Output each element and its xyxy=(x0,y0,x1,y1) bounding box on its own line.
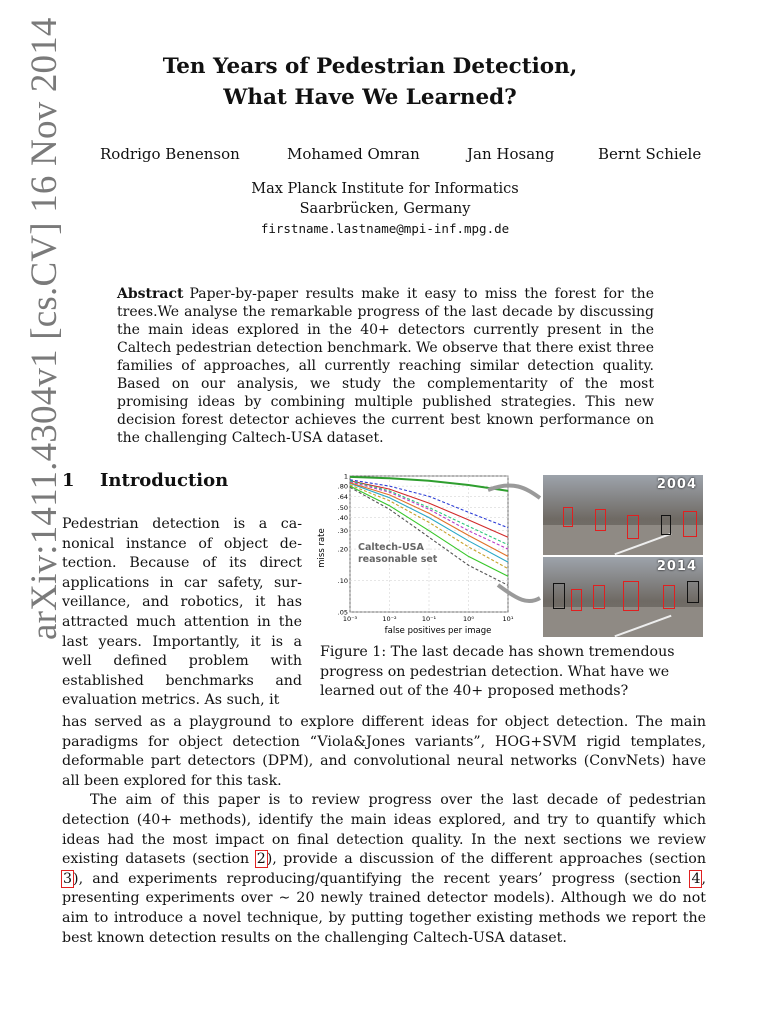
photo-year-label: 2014 xyxy=(656,559,697,574)
annotation-line2: reasonable set xyxy=(358,554,438,565)
chart-ylabel: miss rate xyxy=(317,528,327,568)
miss-rate-chart xyxy=(318,470,540,640)
y-tick-label: .80 xyxy=(337,482,348,491)
arrow-to-2014 xyxy=(498,585,540,601)
intro-paragraph-narrow: Pedestrian detection is a canonical instance of object detection. Because of its direct applications in car safety, surveillance, and robotics, it has attracted much attention in the last years. Importantly, it is a well defined problem with established benchmarks and evaluation metrics. As such, it xyxy=(62,516,302,709)
affiliation-city: Saarbrücken, Germany xyxy=(299,201,471,217)
section-ref-link[interactable]: 3 xyxy=(63,870,73,887)
paper-title-line2: What Have We Learned? xyxy=(223,85,517,110)
y-tick-label: .20 xyxy=(337,545,348,554)
abstract-text: Paper-by-paper results make it easy to miss the forest for the trees.We analyse the remarkable progress of the last decade by discussing the main ideas explored in the 40+ detectors currently present in the Caltech pedestrian detection benchmark. We observe that there exist three families of approaches, all currently reaching similar detection quality. Based on our analysis, we study the complementarity of the most promising ideas by combining multiple published strategies. This new decision forest detector achieves the current best known performance on the challenging Caltech-USA dataset. xyxy=(117,286,654,446)
y-tick-label: .30 xyxy=(337,527,348,536)
chart-xlabel: false positives per image xyxy=(384,626,492,636)
annotation-line1: Caltech-USA xyxy=(358,542,424,553)
x-tick-label: 10¹ xyxy=(502,615,514,623)
x-tick-label: 10⁻³ xyxy=(342,615,358,623)
section-number: 1 xyxy=(62,470,75,491)
photo-year-label: 2004 xyxy=(656,477,697,492)
y-tick-label: .64 xyxy=(337,492,348,501)
paper-title-line1: Ten Years of Pedestrian Detection, xyxy=(162,54,578,79)
section-ref-link[interactable]: 4 xyxy=(691,870,701,887)
figure-1 xyxy=(318,470,708,640)
y-tick-label: .50 xyxy=(337,503,348,512)
section-heading xyxy=(62,470,228,491)
abstract xyxy=(117,285,654,447)
affiliation-institute: Max Planck Institute for Informatics xyxy=(251,181,519,197)
section-ref-link[interactable]: 2 xyxy=(256,851,266,868)
intro-paragraph-1-rest: has served as a playground to explore different ideas for object detection. The main paradigms for object detection “Viola&Jones variants”, HOG+SVM rigid templates, deformable part detectors (DPM), and convolutional neural networks (ConvNets) have all been explored for this task. xyxy=(62,714,706,789)
x-tick-label: 10⁰ xyxy=(463,615,474,623)
y-tick-label: .05 xyxy=(337,608,348,617)
figure-caption: Figure 1: The last decade has shown tremendous progress on pedestrian detection. What have we learned out of the 40+ proposed methods? xyxy=(320,644,675,700)
author: Jan Hosang xyxy=(467,145,555,163)
text-run: , presenting experiments over ∼ 20 newly trained detector models). Although we do not aim to introduce a novel technique, by putting together existing methods we report the best known detection results on the challenging Caltech-USA dataset. xyxy=(62,870,706,946)
y-tick-label: .10 xyxy=(337,577,348,586)
street-photo-2004 xyxy=(543,475,703,555)
text-run: ), and experiments reproducing/quantifying the recent years’ progress (section xyxy=(73,870,691,887)
author: Mohamed Omran xyxy=(287,145,420,163)
section-title: Introduction xyxy=(100,470,229,491)
intro-body xyxy=(62,713,706,948)
chart-annotation xyxy=(358,542,438,565)
author: Rodrigo Benenson xyxy=(100,145,240,163)
author: Bernt Schiele xyxy=(598,145,702,163)
text-run: The aim of this paper is to review progress over the last decade of pedestrian detection (40+ methods), identify the main ideas explored, and try to quantify which ideas had the most impact on final detection quality. In the next sections we review existing datasets (section xyxy=(62,792,706,868)
x-tick-label: 10⁻² xyxy=(382,615,397,623)
arxiv-stamp: arXiv:1411.4304v1 [cs.CV] 16 Nov 2014 xyxy=(24,17,65,640)
y-tick-label: .40 xyxy=(337,514,348,523)
abstract-heading: Abstract xyxy=(117,286,184,302)
x-tick-label: 10⁻¹ xyxy=(421,615,437,623)
affiliation-email: firstname.lastname@mpi-inf.mpg.de xyxy=(260,221,510,236)
y-tick-label: 1 xyxy=(343,472,348,481)
intro-paragraph-2 xyxy=(62,791,706,948)
text-run: ), provide a discussion of the different approaches (section xyxy=(266,851,706,868)
street-photo-2014 xyxy=(543,557,703,637)
